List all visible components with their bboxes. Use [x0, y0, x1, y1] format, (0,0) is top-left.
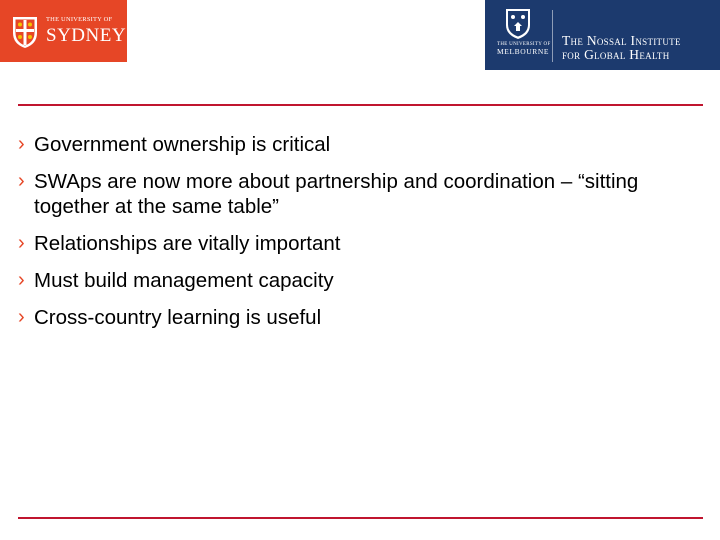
- melbourne-crest-icon: [505, 8, 531, 40]
- nossal-institute-name: [562, 34, 681, 62]
- sydney-logo-name: SYDNEY: [46, 24, 127, 46]
- melbourne-logo-small-text: THE UNIVERSITY OF: [497, 42, 551, 47]
- bullet-item: [18, 305, 708, 330]
- melbourne-nossal-logo: [485, 0, 720, 70]
- bullet-text: Government ownership is critical: [34, 133, 331, 156]
- bullet-text: Relationships are vitally important: [34, 232, 341, 255]
- chevron-right-icon: ›: [18, 170, 25, 192]
- nossal-line-2: for Global Health: [562, 47, 670, 63]
- bullet-text: Must build management capacity: [34, 269, 334, 292]
- bottom-divider: [18, 517, 703, 519]
- chevron-right-icon: ›: [18, 269, 25, 291]
- bullet-item: [18, 132, 708, 157]
- top-divider: [18, 104, 703, 106]
- bullet-text: SWAps are now more about partnership and coordination – “sitting together at the same table”: [34, 170, 639, 218]
- logo-divider: [552, 10, 553, 62]
- chevron-right-icon: ›: [18, 306, 25, 328]
- bullet-item: [18, 169, 708, 219]
- bullet-item: [18, 268, 708, 293]
- chevron-right-icon: ›: [18, 232, 25, 254]
- sydney-crest-icon: [11, 15, 39, 49]
- chevron-right-icon: ›: [18, 133, 25, 155]
- melbourne-logo-name: MELBOURNE: [497, 46, 550, 56]
- bullet-list: [18, 132, 708, 342]
- nossal-line-1: The Nossal Institute: [562, 33, 681, 48]
- sydney-logo-small-text: THE UNIVERSITY OF: [46, 16, 113, 24]
- bullet-item: [18, 231, 708, 256]
- bullet-text: Cross-country learning is useful: [34, 306, 322, 329]
- university-of-sydney-logo: [0, 0, 127, 62]
